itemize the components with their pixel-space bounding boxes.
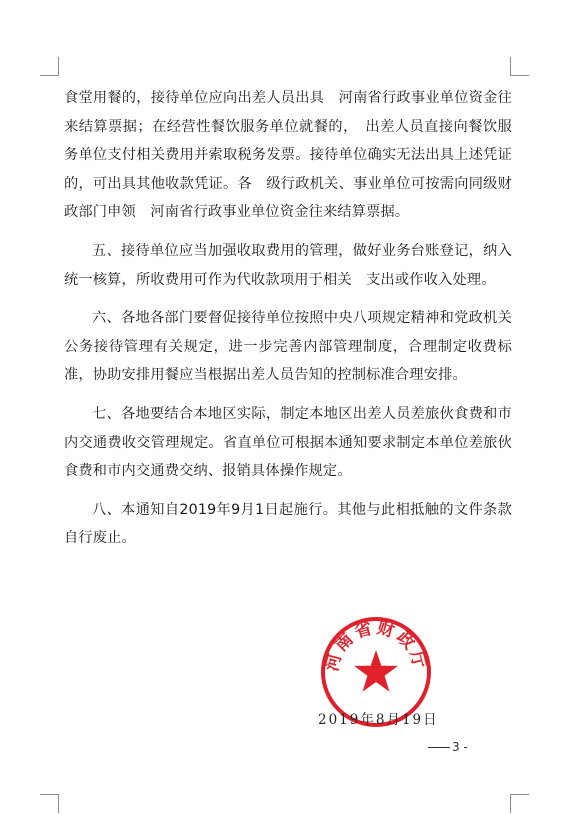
seal-star-icon — [354, 650, 398, 692]
corner-mark-bottom-left — [40, 794, 59, 813]
document-date: 2019年8月19日 — [318, 712, 439, 728]
paragraph-item-6: 六、各地各部门要督促接待单位按照中央八项规定精神和党政机关公务接待管理有关规定，进一步完善内部管理制度，合理制定收费标准，协助安排用餐应当根据出差人员告知的控制标准合理安排。 — [64, 310, 512, 384]
corner-mark-top-left — [40, 57, 59, 76]
seal-text-path: 河南省财政厅 — [322, 618, 430, 674]
page-number — [428, 740, 468, 754]
document-body — [64, 84, 512, 563]
paragraph-item-8: 八、本通知自2019年9月1日起施行。其他与此相抵触的文件条款自行废止。 — [64, 501, 512, 547]
paragraph-continuation: 食堂用餐的，接待单位应向出差人员出具 河南省行政事业单位资金往来结算票据；在经营性餐饮服务单位就餐的， 出差人员直接向餐饮服务单位支付相关费用并索取税务发票。接待单位确实无法出具上述凭证的，可出具其他收款凭证。各 级行政机关、事业单位可按需向同级财政部门申领 河南省行政事业单位资金往来结算票据。 — [64, 90, 512, 221]
paragraph-item-7: 七、各地要结合本地区实际，制定本地区出差人员差旅伙食费和市内交通费收交管理规定。省直单位可根据本通知要求制定本单位差旅伙食费和市内交通费交纳、报销具体操作规定。 — [64, 405, 512, 480]
corner-mark-bottom-right — [510, 794, 529, 813]
page-number-dash — [428, 747, 450, 748]
paragraph-item-5: 五、接待单位应当加强收取费用的管理，做好业务台账登记，纳入统一核算，所收费用可作为代收款项用于相关 支出或作收入处理。 — [64, 242, 512, 288]
page-number-text: 3 - — [452, 740, 468, 754]
corner-mark-top-right — [510, 57, 529, 76]
